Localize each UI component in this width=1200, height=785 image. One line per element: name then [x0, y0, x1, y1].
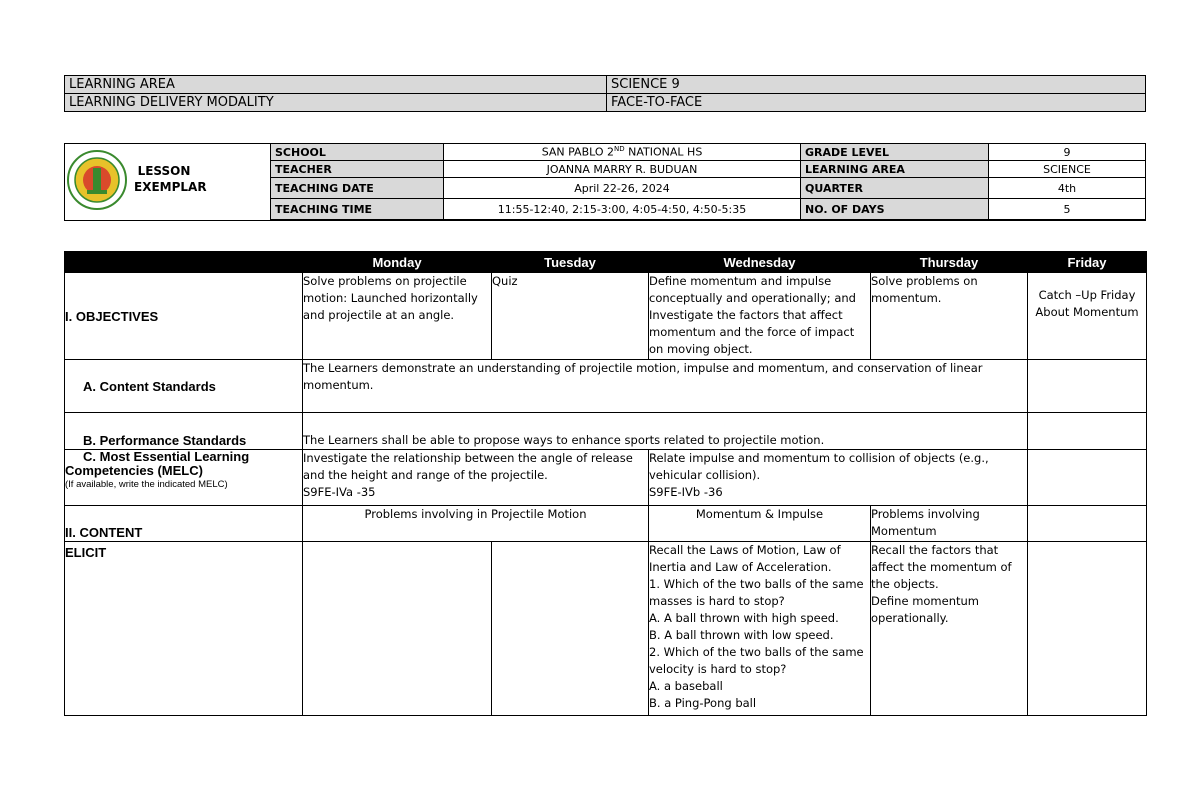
no-of-days-value: 5 — [989, 199, 1146, 220]
school-seal-icon — [67, 150, 127, 210]
performance-standards-friday — [1028, 413, 1147, 450]
delivery-modality-label: LEARNING DELIVERY MODALITY — [65, 94, 607, 112]
delivery-modality-value: FACE-TO-FACE — [607, 94, 1146, 112]
content-standards-label: A. Content Standards — [65, 360, 303, 413]
lesson-exemplar-line2: EXEMPLAR — [134, 180, 207, 194]
teaching-date-value: April 22-26, 2024 — [444, 178, 801, 199]
daily-plan-table — [64, 251, 1147, 716]
learning-area-value-2: SCIENCE — [989, 161, 1146, 178]
grade-level-label: GRADE LEVEL — [801, 144, 989, 161]
grade-level-value: 9 — [989, 144, 1146, 161]
learning-area-label: LEARNING AREA — [65, 76, 607, 94]
elicit-monday — [303, 542, 492, 716]
objectives-thursday: Solve problems on momentum. — [871, 273, 1028, 360]
elicit-friday — [1028, 542, 1147, 716]
content-standards-text: The Learners demonstrate an understanding of projectile motion, impulse and momentum, and conservation of linear momentum. — [303, 360, 1028, 413]
learning-area-value: SCIENCE 9 — [607, 76, 1146, 94]
content-standards-friday — [1028, 360, 1147, 413]
school-value: SAN PABLO 2ND NATIONAL HS — [444, 144, 801, 161]
objectives-tuesday: Quiz — [492, 273, 649, 360]
school-label: SCHOOL — [271, 144, 444, 161]
objectives-monday: Solve problems on projectile motion: Launched horizontally and projectile at an angle. — [303, 273, 492, 360]
day-header-thursday: Thursday — [871, 252, 1028, 273]
melc-friday — [1028, 450, 1147, 506]
corner-header — [65, 252, 303, 273]
content-label: II. CONTENT — [65, 506, 303, 542]
content-wednesday: Momentum & Impulse — [649, 506, 871, 542]
quarter-value: 4th — [989, 178, 1146, 199]
teaching-time-label: TEACHING TIME — [271, 199, 444, 220]
elicit-label: ELICIT — [65, 542, 303, 716]
melc-monday-tuesday: Investigate the relationship between the angle of release and the height and range of the projectile. S9FE-IVa -35 — [303, 450, 649, 506]
content-thursday: Problems involving Momentum — [871, 506, 1028, 542]
melc-wednesday-thursday: Relate impulse and momentum to collision of objects (e.g., vehicular collision). S9FE-IVb -36 — [649, 450, 1028, 506]
teacher-label: TEACHER — [271, 161, 444, 178]
performance-standards-label: B. Performance Standards — [65, 413, 303, 450]
lesson-exemplar-line1: LESSON — [137, 164, 191, 178]
day-header-wednesday: Wednesday — [649, 252, 871, 273]
elicit-wednesday: Recall the Laws of Motion, Law of Inertia and Law of Acceleration. 1. Which of the two balls of the same masses is hard to stop? A. A ball thrown with high speed. B. A ball thrown with low speed. 2. Which of the two balls of the same velocity is hard to stop? A. a baseball B. a Ping-Pong ball — [649, 542, 871, 716]
quarter-label: QUARTER — [801, 178, 989, 199]
lesson-info-table — [270, 143, 1146, 220]
performance-standards-text: The Learners shall be able to propose ways to enhance sports related to projectile motion. — [303, 413, 1028, 450]
teaching-time-value: 11:55-12:40, 2:15-3:00, 4:05-4:50, 4:50-5:35 — [444, 199, 801, 220]
elicit-thursday: Recall the factors that affect the momentum of the objects. Define momentum operationally. — [871, 542, 1028, 716]
day-header-friday: Friday — [1028, 252, 1147, 273]
elicit-tuesday — [492, 542, 649, 716]
content-monday-tuesday: Problems involving in Projectile Motion — [303, 506, 649, 542]
teacher-value: JOANNA MARRY R. BUDUAN — [444, 161, 801, 178]
no-of-days-label: NO. OF DAYS — [801, 199, 989, 220]
melc-label: C. Most Essential Learning Competencies (MELC) (If available, write the indicated MELC) — [65, 450, 303, 506]
content-friday — [1028, 506, 1147, 542]
lesson-exemplar-title — [134, 163, 207, 195]
day-header-monday: Monday — [303, 252, 492, 273]
objectives-friday: Catch –Up Friday About Momentum — [1028, 273, 1147, 360]
objectives-wednesday: Define momentum and impulse conceptually and operationally; and Investigate the factors that affect momentum and the force of impact on moving object. — [649, 273, 871, 360]
learning-area-label-2: LEARNING AREA — [801, 161, 989, 178]
teaching-date-label: TEACHING DATE — [271, 178, 444, 199]
day-header-tuesday: Tuesday — [492, 252, 649, 273]
objectives-label: I. OBJECTIVES — [65, 273, 303, 360]
learning-area-table — [64, 75, 1146, 112]
